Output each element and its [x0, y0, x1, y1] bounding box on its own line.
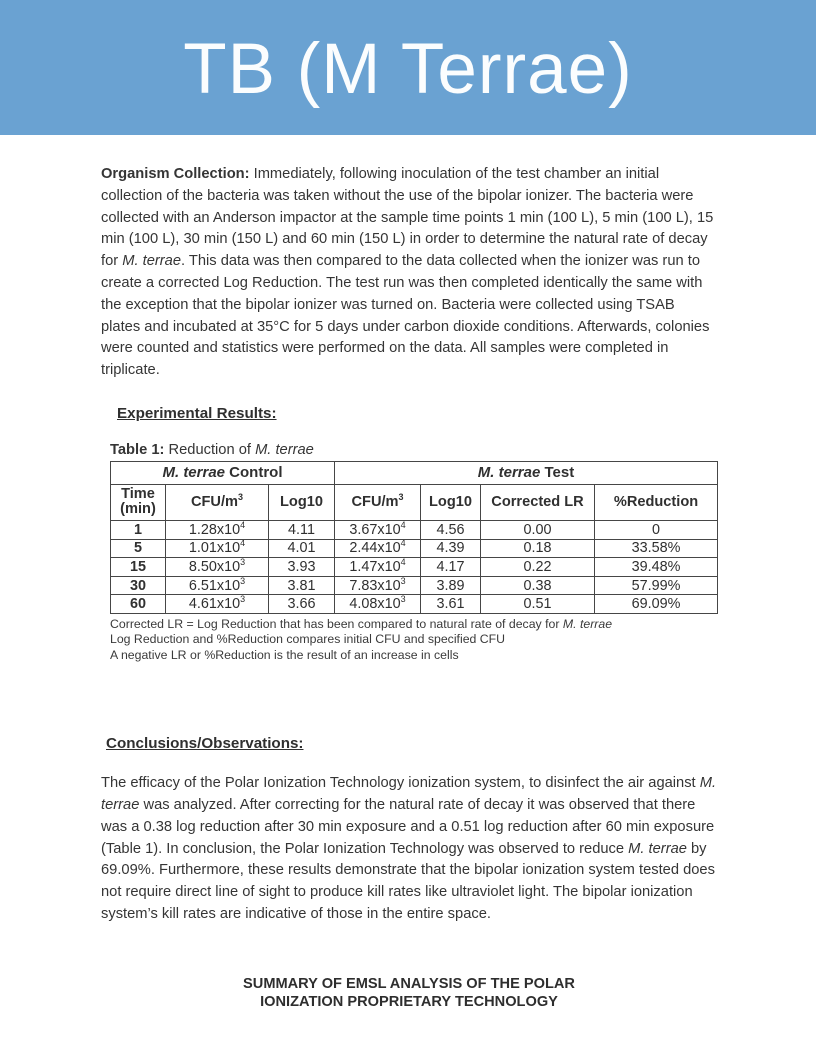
- table-cell: 0.51: [481, 595, 595, 614]
- table-cell: 4.56: [421, 520, 481, 539]
- table-cell: $6.51x10^3$: [166, 576, 269, 595]
- document-body: [0, 164, 717, 1011]
- table-row: [111, 595, 718, 614]
- table-cell: 3.93: [269, 558, 335, 577]
- organism-collection-paragraph: Organism Collection: Immediately, following inoculation of the test chamber an initial collection of the bacteria was taken without the use of the bipolar ionizer. The bacteria were collected with an Anderson impactor at the sample time points 1 min (100 L), 5 min (100 L), 15 min (100 L), 30 min (150 L) and 60 min (150 L) in order to determine the natural rate of decay for M. terrae. This data was then compared to the data collected when the ionizer was run to create a corrected Log Reduction. The test run was then completed identically the same with the exception that the bipolar ionizer was turned on. Bacteria were collected using TSAB plates and incubated at 35°C for 5 days under carbon dioxide conditions. Afterwards, colonies were counted and statistics were performed on the data. All samples were completed in triplicate.: [101, 166, 714, 379]
- table-cell: $4.61x10^3$: [166, 595, 269, 614]
- time-cell: 5: [111, 539, 166, 558]
- table-cell: 0: [595, 520, 718, 539]
- table-row: [111, 520, 718, 539]
- table-cell: 57.99%: [595, 576, 718, 595]
- experimental-results-heading: Experimental Results:: [117, 404, 277, 422]
- footer-summary: [101, 976, 717, 1012]
- table-cell: 4.39: [421, 539, 481, 558]
- table-row: [111, 576, 718, 595]
- column-header: Time (min): [111, 484, 166, 520]
- table-cell: $1.28x10^4$: [166, 520, 269, 539]
- results-table-body: [111, 520, 718, 613]
- table-cell: 0.00: [481, 520, 595, 539]
- table-cell: 4.11: [269, 520, 335, 539]
- table-cell: 33.58%: [595, 539, 718, 558]
- footnote: Corrected LR = Log Reduction that has been compared to natural rate of decay for M. terrae: [110, 616, 613, 631]
- table-cell: 69.09%: [595, 595, 718, 614]
- table-cell: $1.01x10^4$: [166, 539, 269, 558]
- column-header: %Reduction: [595, 484, 718, 520]
- table-cell: 0.38: [481, 576, 595, 595]
- table-group-header: M. terrae Test: [335, 461, 718, 484]
- table-row: [111, 539, 718, 558]
- footnote: Log Reduction and %Reduction compares initial CFU and specified CFU: [110, 632, 506, 647]
- table-group-header: M. terrae Control: [111, 461, 335, 484]
- column-header: Log10: [269, 484, 335, 520]
- conclusions-heading: Conclusions/Observations:: [106, 735, 304, 753]
- column-header: CFU/$m^3$: [166, 484, 269, 520]
- table-cell: $2.44x10^4$: [335, 539, 421, 558]
- conclusions-paragraph: The efficacy of the Polar Ionization Technology ionization system, to disinfect the air against M. terrae was analyzed. After correcting for the natural rate of decay it was observed that there was a 0.38 log reduction after 30 min exposure and a 0.51 log reduction after 60 min exposure (Table 1). In conclusion, the Polar Ionization Technology was observed to reduce M. terrae by 69.09%. Furthermore, these results demonstrate that the bipolar ionization system tested does not require direct line of sight to produce kill rates like ultraviolet light. The bipolar ionization system’s kill rates are indicative of those in the entire space.: [101, 775, 717, 922]
- table-cell: $7.83x10^3$: [335, 576, 421, 595]
- table-row: [111, 558, 718, 577]
- results-table: [110, 461, 718, 614]
- table-caption: Table 1: Reduction of M. terrae: [110, 441, 314, 458]
- table-cell: 3.61: [421, 595, 481, 614]
- footnote: A negative LR or %Reduction is the result of an increase in cells: [110, 647, 459, 662]
- footer-line: IONIZATION PROPRIETARY TECHNOLOGY: [260, 993, 558, 1010]
- footer-line: SUMMARY OF EMSL ANALYSIS OF THE POLAR: [243, 975, 575, 992]
- table-cell: 39.48%: [595, 558, 718, 577]
- table-cell: 3.89: [421, 576, 481, 595]
- table-cell: 3.66: [269, 595, 335, 614]
- time-cell: 30: [111, 576, 166, 595]
- table-cell: $3.67x10^4$: [335, 520, 421, 539]
- table-cell: 4.01: [269, 539, 335, 558]
- time-cell: 60: [111, 595, 166, 614]
- column-header: Corrected LR: [481, 484, 595, 520]
- table-cell: 3.81: [269, 576, 335, 595]
- table-footnotes: [110, 617, 717, 663]
- table-cell: 0.18: [481, 539, 595, 558]
- time-cell: 1: [111, 520, 166, 539]
- table-cell: 0.22: [481, 558, 595, 577]
- table-cell: 4.17: [421, 558, 481, 577]
- table-cell: $1.47x10^4$: [335, 558, 421, 577]
- table-cell: $8.50x10^3$: [166, 558, 269, 577]
- results-table-head: [111, 461, 718, 520]
- time-cell: 15: [111, 558, 166, 577]
- column-header: CFU/$m^3$: [335, 484, 421, 520]
- page-title: TB (M Terrae): [183, 30, 633, 109]
- title-banner: [0, 0, 816, 135]
- column-header: Log10: [421, 484, 481, 520]
- table-cell: $4.08x10^3$: [335, 595, 421, 614]
